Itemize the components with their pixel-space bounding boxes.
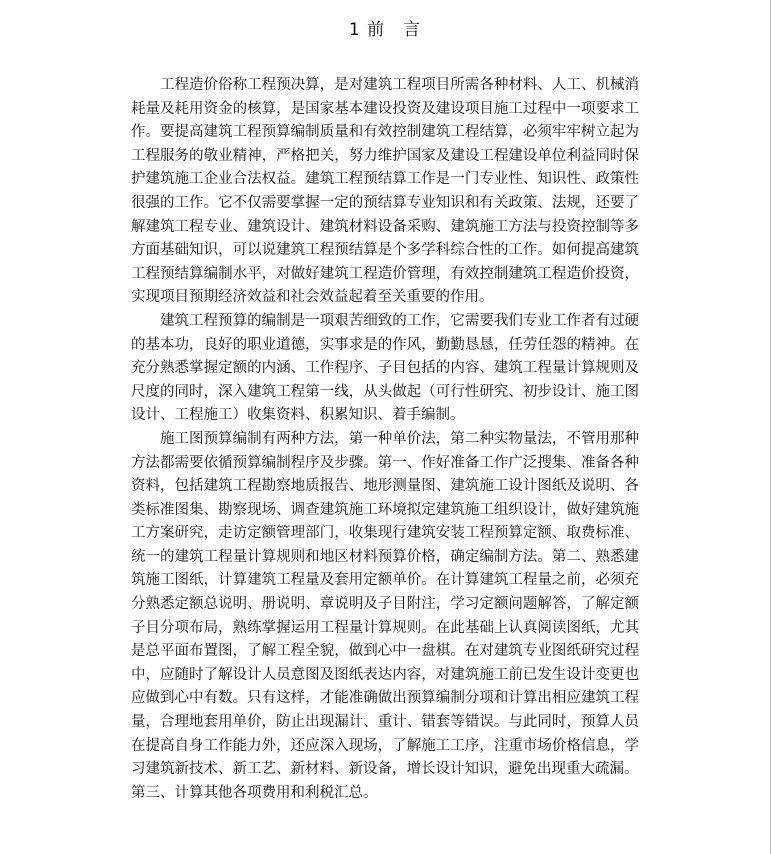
paragraph-4: 第三、计算其他各项费用和利税汇总。	[131, 784, 378, 801]
paragraph-2: 建筑工程预算的编制是一项艰苦细致的工作，它需要我们专业工作者有过硬的基本功，良好的职业道德，实事求是的作风，勤勤恳恳，任劳任怨的精神。在充分熟悉掌握定额的内涵、工作程序、子目包括的内容、建筑工程量计算规则及尺度的同时，深入建筑工程第一线，从头做起（可行性研究、初步设计、施工图设计、工程施工）收集资料、积累知识、着手编制。	[131, 312, 639, 424]
paragraph-1: 工程造价俗称工程预决算，是对建筑工程项目所需各种材料、人工、机械消耗量及耗用资金的核算，是国家基本建设投资及建设项目施工过程中一项要求工作。要提高建筑工程预算编制质量和有效控制建筑工程结算，必须牢牢树立起为工程服务的敬业精神，严格把关，努力维护国家及建设工程建设单位利益同时保护建筑施工企业合法权益。建筑工程预结算工作是一门专业性、知识性、政策性很强的工作。它不仅需要掌握一定的预结算专业知识和有关政策、法规，还要了解建筑工程专业、建筑设计、建筑材料设备采购、建筑施工方法与投资控制等多方面基础知识，可以说建筑工程预结算是个多学科综合性的工作。如何提高建筑工程预结算编制水平，对做好建筑工程造价管理，有效控制建筑工程造价投资，实现项目预期经济效益和社会效益起着至关重要的作用。	[131, 77, 639, 306]
page-title: 1 前 言	[348, 20, 422, 40]
paragraph-3: 施工图预算编制有两种方法，第一种单价法，第二种实物量法，不管用那种方法都需要依循预算编制程序及步骤。第一、作好准备工作广泛搜集、准备各种资料，包括建筑工程勘察地质报告、地形测量图、建筑施工设计图纸及说明、各类标准图集、勘察现场、调查建筑施工环境拟定建筑施工组织设计，做好建筑施工方案研究，走访定额管理部门，收集现行建筑安装工程预算定额、取费标准、统一的建筑工程量计算规则和地区材料预算价格，确定编制方法。第二、熟悉建筑施工图纸，计算建筑工程量及套用定额单价。在计算建筑工程量之前，必须充分熟悉定额总说明、册说明、章说明及子目附注，学习定额问题解答，了解定额子目分项布局，熟练掌握运用工程量计算规则。在此基础上认真阅读图纸，尤其是总平面布置图，了解工程全貌，做到心中一盘棋。在对建筑专业图纸研究过程中，应随时了解设计人员意图及图纸表达内容，对建筑施工前已发生设计变更也应做到心中有数。只有这样，才能准确做出预算编制分项和计算出相应建筑工程量，合理地套用单价，防止出现漏计、重计、错套等错误。与此同时，预算人员在提高自身工作能力外，还应深入现场，了解施工工序，注重市场价格信息，学习建筑新技术、新工艺、新材料、新设备，增长设计知识，避免出现重大疏漏。	[131, 430, 639, 778]
document-body	[131, 74, 639, 805]
